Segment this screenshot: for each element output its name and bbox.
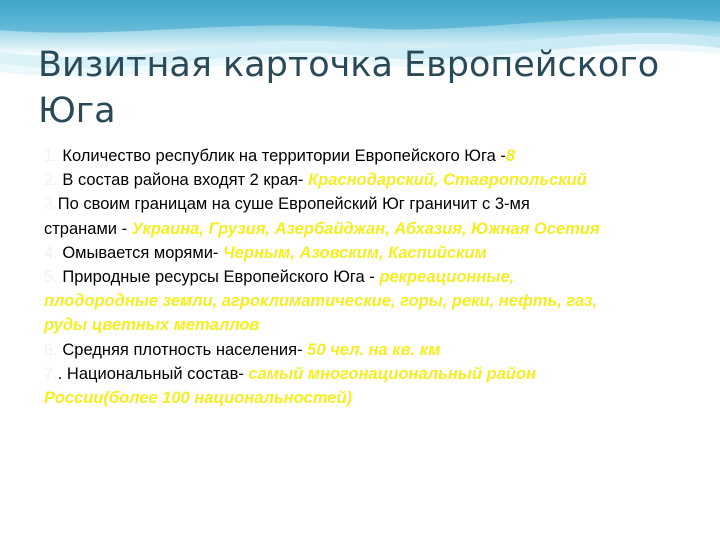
item-highlight: самый многонациональный район России(более 100 национальностей)	[44, 364, 536, 408]
item-highlight: рекреационные, плодородные земли, агроклиматические, горы, реки, нефть, газ, руды цветных металлов	[44, 268, 598, 335]
item-text: Омывается морями-	[57, 243, 223, 262]
item-text: В состав района входят 2 края-	[57, 171, 309, 190]
list-item	[44, 241, 604, 265]
item-number: 5.	[44, 268, 58, 287]
item-highlight: 50 чел. на кв. км	[307, 340, 441, 359]
slide-content	[44, 144, 604, 410]
item-text: . Национальный состав-	[57, 364, 249, 383]
item-text: По своим границам на суше Европейский Юг граничит с 3-мя странами -	[44, 195, 530, 238]
list-item	[44, 192, 604, 240]
item-highlight: Краснодарский, Ставропольский	[308, 171, 587, 190]
item-text: Природные ресурсы Европейского Юга -	[57, 268, 380, 287]
list-item	[44, 144, 604, 168]
item-number: 3.	[44, 195, 58, 214]
item-number: 4.	[44, 243, 58, 262]
list-item	[44, 168, 604, 192]
list-item	[44, 265, 604, 338]
item-number: 7.	[44, 364, 58, 383]
item-number: 2.	[44, 171, 58, 190]
list-item	[44, 362, 604, 410]
item-number: 6.	[44, 340, 58, 359]
slide-title: Визитная карточка Европейского Юга	[38, 45, 660, 131]
item-text: Количество республик на территории Европейского Юга -	[57, 147, 506, 165]
item-number: 1.	[44, 147, 58, 165]
list-item	[44, 338, 604, 362]
item-highlight: Украина, Грузия, Азербайджан, Абхазия, Южная Осетия	[131, 219, 600, 238]
item-highlight: Черным, Азовским, Каспийским	[223, 243, 487, 262]
item-highlight: 8	[505, 147, 516, 165]
item-text: Средняя плотность населения-	[57, 340, 308, 359]
